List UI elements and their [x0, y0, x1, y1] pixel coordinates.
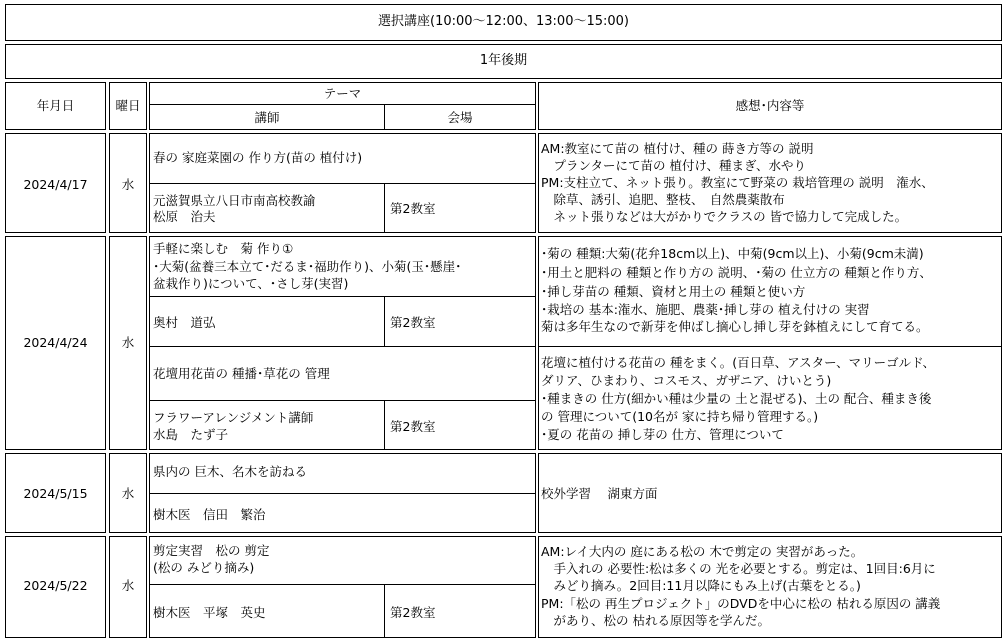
notes-line: ･夏の 花苗の 挿し芽の 仕方、管理について: [541, 427, 784, 442]
notes-line: があり、松の 枯れる原因等を学んだ。: [541, 613, 770, 628]
row-date: 2024/4/24: [23, 335, 88, 350]
venue-text: 第2教室: [390, 605, 436, 620]
notes-line: AM:教室にて苗の 植付け、種の 蒔き方等の 説明: [541, 141, 814, 156]
row-date: 2024/5/15: [23, 486, 88, 501]
theme-text: 花壇用花苗の 種播･草花の 管理: [153, 366, 330, 381]
notes-line: ･用土と肥料の 種類と作り方の 説明、･菊の 仕立方の 種類と作り方、: [541, 265, 932, 280]
theme-text: 盆栽作り)について、･さし芽(実習): [153, 276, 349, 291]
notes-line: ダリア、ひまわり、コスモス、ガザニア、けいとう): [541, 373, 832, 388]
row-weekday: 水: [121, 335, 135, 350]
notes-line: PM:「松の 再生プロジェクト」のDVDを中心に松の 枯れる原因の 講義: [541, 596, 941, 611]
header-weekday: 曜日: [115, 98, 141, 113]
row-weekday: 水: [121, 486, 135, 501]
row-weekday: 水: [121, 578, 135, 593]
theme-text: 春の 家庭菜園の 作り方(苗の 植付け): [153, 150, 363, 165]
notes-line: 除草、誘引、追肥、整枝、 自然農薬散布: [541, 192, 785, 207]
theme-text: 手軽に楽しむ 菊 作り①: [153, 241, 294, 256]
header-date: 年月日: [36, 98, 75, 113]
page-title: 選択講座(10:00〜12:00、13:00〜15:00): [378, 14, 629, 29]
lecturer-text: 元滋賀県立八日市南高校教諭: [153, 193, 316, 208]
theme-text: (松の みどり摘み): [153, 560, 255, 575]
notes-line: AM:レイ大内の 庭にある松の 木で剪定の 実習があった。: [541, 544, 864, 559]
lecturer-text: 松原 治夫: [153, 209, 216, 224]
header-venue: 会場: [447, 110, 473, 125]
notes-line: 校外学習 湖東方面: [541, 486, 658, 501]
notes-line: みどり摘み。2回目:11月以降にもみ上げ(古葉をとる。): [541, 578, 861, 593]
venue-text: 第2教室: [390, 315, 436, 330]
venue-text: 第2教室: [390, 419, 436, 434]
row-date: 2024/5/22: [23, 578, 88, 593]
notes-line: PM:支柱立て、ネット張り。教室にて野菜の 栽培管理の 説明 潅水、: [541, 175, 934, 190]
row-weekday: 水: [121, 177, 135, 192]
lecturer-text: 樹木医 平塚 英史: [153, 605, 266, 620]
notes-line: ネット張りなどは大がかりでクラスの 皆で協力して完成した。: [541, 209, 908, 224]
notes-line: の 管理について(10名が 家に持ち帰り管理する。): [541, 409, 819, 424]
notes-line: ･菊の 種類:大菊(花弁18cm以上)、中菊(9cm以上)、小菊(9cm未満): [541, 246, 924, 261]
lecturer-text: 樹木医 信田 繁治: [153, 507, 266, 522]
notes-line: 花壇に植付ける花苗の 種をまく。(百日草、アスター、マリーゴルド、: [541, 355, 935, 370]
lecturer-text: 奥村 道弘: [153, 315, 216, 330]
notes-line: 菊は多年生なので新芽を伸ばし摘心し挿し芽を鉢植えにして育てる。: [541, 319, 929, 334]
term-label: 1年後期: [479, 53, 528, 68]
notes-line: 手入れの 必要性:松は多くの 光を必要とする。剪定は、1回目:6月に: [541, 561, 936, 576]
notes-line: プランターにて苗の 植付け、種まぎ、水やり: [541, 158, 806, 173]
notes-line: ･栽培の 基本:潅水、施肥、農薬･挿し芽の 植え付けの 実習: [541, 302, 870, 317]
header-theme: テーマ: [323, 86, 362, 101]
theme-text: ･大菊(盆養三本立て･だるま･福助作り)、小菊(玉･懸崖･: [153, 259, 462, 274]
venue-text: 第2教室: [390, 201, 436, 216]
lecturer-text: 水島 たず子: [153, 427, 229, 442]
row-date: 2024/4/17: [23, 177, 88, 192]
header-notes: 感想･内容等: [735, 98, 805, 113]
lecturer-text: フラワーアレンジメント講師: [153, 410, 314, 425]
notes-line: ･種まきの 仕方(細かい種は少量の 土と混ぜる)、土の 配合、種まき後: [541, 391, 932, 406]
header-lecturer: 講師: [254, 110, 280, 125]
theme-text: 剪定実習 松の 剪定: [153, 543, 270, 558]
theme-text: 県内の 巨木、名木を訪ねる: [153, 464, 307, 479]
notes-line: ･挿し芽苗の 種類、資材と用土の 種類と使い方: [541, 284, 806, 299]
